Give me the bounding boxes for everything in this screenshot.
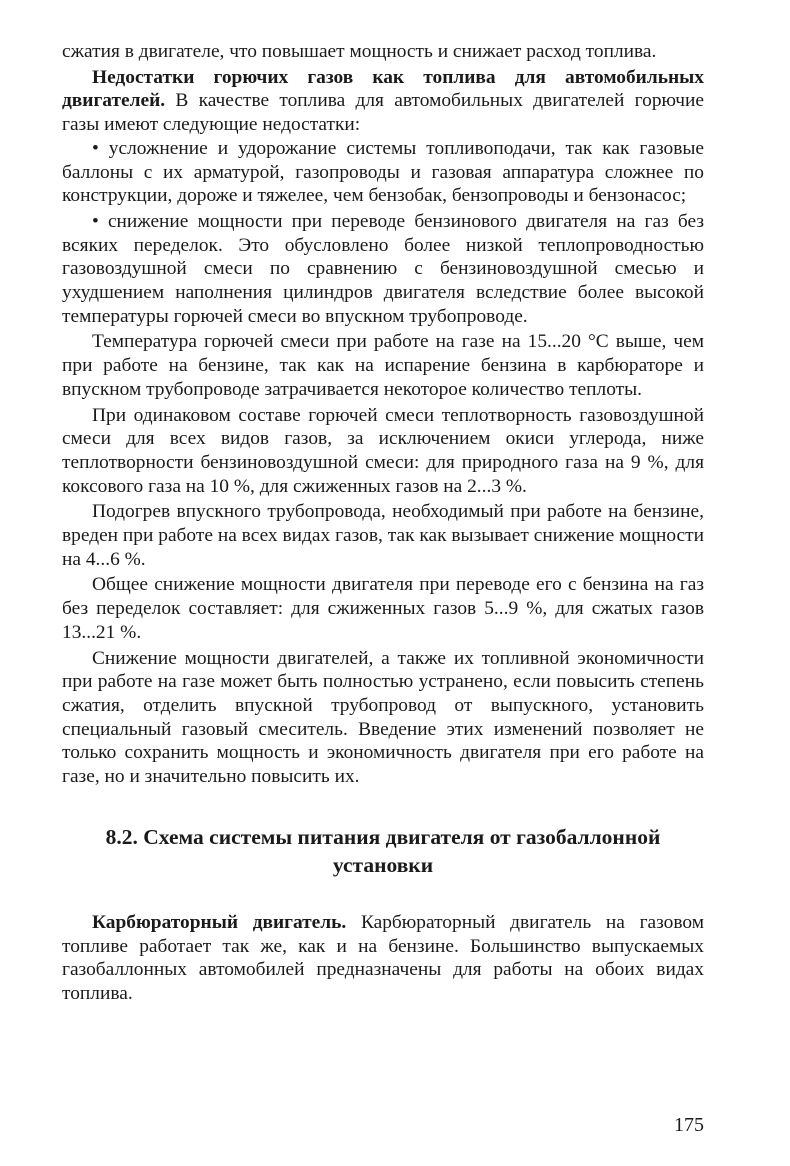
paragraph-continuation: сжатия в двигателе, что повышает мощность и снижает расход топлива. xyxy=(62,41,657,62)
paragraph-carburetor-engine xyxy=(62,911,704,1006)
paragraph: При одинаковом составе горючей смеси теплотворность газовоздушной смеси для всех видов газов, за исключением окиси углерода, ниже теплотворности бензиновоздушной смеси: для природного газа на 9 %, для коксового газа на 10 %, для сжиженных газов на 2...3 %. xyxy=(62,404,704,497)
paragraph-text: Карбюраторный двигатель на газовом топливе работает так же, как и на бензине. Большинство выпускаемых газобаллонных автомобилей предназначены для работы на обоих видах топлива. xyxy=(62,911,705,1004)
paragraph: Подогрев впускного трубопровода, необходимый при работе на бензине, вреден при работе на всех видах газов, так как вызывает снижение мощности на 4...6 %. xyxy=(62,501,704,570)
run-in-heading: Карбюраторный двигатель. xyxy=(92,911,347,933)
bullet-item: • снижение мощности при переводе бензинового двигателя на газ без всяких переделок. Это обусловлено более низкой теплопроводностью газовоздушной смеси по сравнению с бензиновоздушной смесью и ухудшением наполнения цилиндров двигателя вследствие более высокой температуры горючей смеси во впускном трубопроводе. xyxy=(62,210,704,327)
paragraph: Снижение мощности двигателей, а также их топливной экономичности при работе на газе может быть полностью устранено, если повысить степень сжатия, отделить впускной трубопровод от выпускного, установить специальный газовый смеситель. Введение этих изменений позволяет не только сохранить мощность и экономичность двигателя при его работе на газе, но и значительно повысить их. xyxy=(62,647,704,788)
run-in-heading: Недостатки горючих газов как топлива для автомобильных двигателей. xyxy=(62,66,704,112)
paragraph: Общее снижение мощности двигателя при переводе его с бензина на газ без переделок составляет: для сжиженных газов 5...9 %, для сжатых газов 13...21 %. xyxy=(62,574,704,643)
page-number: 175 xyxy=(674,1114,704,1136)
paragraph-gas-disadvantages xyxy=(62,66,704,137)
paragraph-text: В качестве топлива для автомобильных двигателей горючие газы имеют следующие недостатки: xyxy=(62,90,704,136)
section-heading: 8.2. Схема системы питания двигателя от газобаллонной установки xyxy=(105,824,661,877)
bullet-item: • усложнение и удорожание системы топливоподачи, так как газовые баллоны с их арматурой, газопроводы и газовая аппаратура сложнее по конструкции, дороже и тяжелее, чем бензобак, бензопроводы и бензонасос; xyxy=(62,137,704,207)
paragraph: Температура горючей смеси при работе на газе на 15...20 °С выше, чем при работе на бензине, так как на испарение бензина в карбюраторе и впускном трубопроводе затрачивается некоторое количество теплоты. xyxy=(62,331,704,400)
page-text xyxy=(62,40,704,1006)
